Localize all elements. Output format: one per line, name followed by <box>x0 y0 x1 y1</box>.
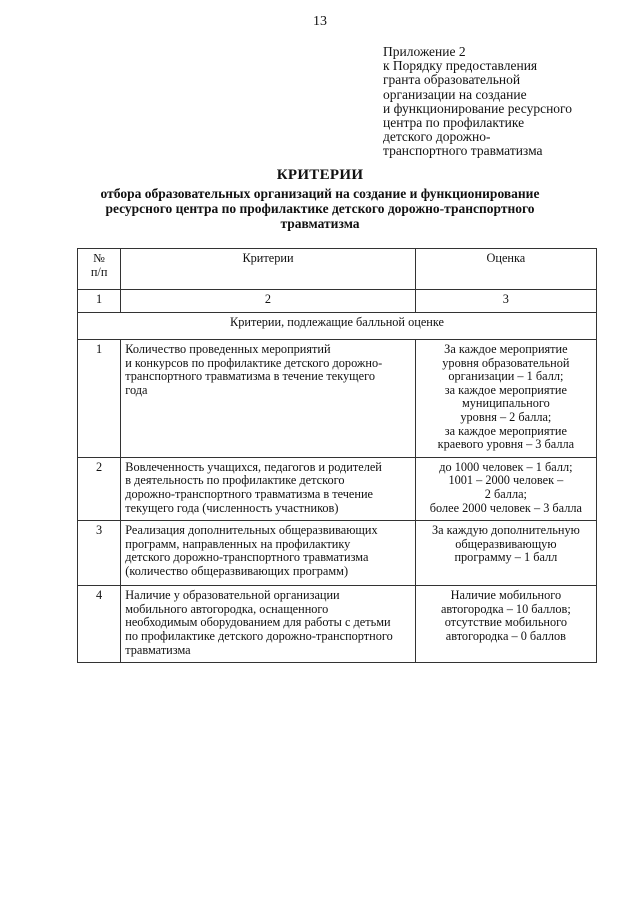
score-line: отсутствие мобильного <box>444 615 568 630</box>
criteria-line: года <box>125 382 148 397</box>
annex-line: транспортного травматизма <box>383 143 543 159</box>
annex-line: гранта образовательной <box>383 72 521 88</box>
row-score <box>415 586 596 663</box>
score-line: автогородка – 10 баллов; <box>440 601 571 616</box>
annex-line: и функционирование ресурсного <box>383 100 573 116</box>
section-heading: Критерии, подлежащие балльной оценке <box>78 313 597 340</box>
subtitle-line: травматизма <box>280 216 360 231</box>
criteria-line: (количество общеразвивающих программ) <box>125 563 349 578</box>
row-number: 4 <box>78 586 121 663</box>
index-cell: 1 <box>78 290 121 313</box>
row-criteria <box>121 586 416 663</box>
header-number-line: п/п <box>90 264 108 279</box>
header-criteria: Критерии <box>121 249 416 290</box>
row-number: 1 <box>78 340 121 458</box>
criteria-line: Реализация дополнительных общеразвивающих <box>125 523 378 538</box>
row-number: 3 <box>78 521 121 586</box>
score-line: за каждое мероприятие <box>444 382 567 397</box>
document-subtitle <box>60 186 580 231</box>
table-row <box>78 457 597 520</box>
criteria-line: Наличие у образовательной организации <box>125 588 340 603</box>
score-line: За каждую дополнительную <box>431 523 580 538</box>
criteria-line: дорожно-транспортного травматизма в течение <box>125 486 374 501</box>
annex-line: центра по профилактике <box>383 115 525 131</box>
row-criteria <box>121 521 416 586</box>
row-score <box>415 340 596 458</box>
table-row <box>78 340 597 458</box>
annex-line: к Порядку предоставления <box>383 58 538 74</box>
header-number-line: № <box>93 251 105 265</box>
row-score <box>415 457 596 520</box>
page-number: 13 <box>313 14 327 29</box>
criteria-line: программ, направленных на профилактику <box>125 536 351 551</box>
table-index-row <box>78 290 597 313</box>
criteria-line: и конкурсов по профилактике детского дорожно- <box>125 355 383 370</box>
subtitle-line: отбора образовательных организаций на создание и функционирование <box>100 186 540 201</box>
criteria-line: детского дорожно-транспортного травматизма <box>125 550 369 565</box>
criteria-line: мобильного автогородка, оснащенного <box>125 601 329 616</box>
criteria-line: Количество проведенных мероприятий <box>125 342 331 356</box>
header-score: Оценка <box>415 249 596 290</box>
score-line: общеразвивающую <box>455 536 557 551</box>
index-cell: 3 <box>415 290 596 313</box>
table-header-row <box>78 249 597 290</box>
criteria-table <box>77 248 597 663</box>
criteria-line: необходимым оборудованием для работы с детьми <box>125 615 391 630</box>
annex-line: Приложение 2 <box>383 44 466 59</box>
annex-line: детского дорожно- <box>383 129 491 145</box>
document-title: КРИТЕРИИ <box>276 167 364 183</box>
row-number: 2 <box>78 457 121 520</box>
criteria-line: травматизма <box>125 642 191 657</box>
score-line: муниципального <box>461 396 550 411</box>
row-score <box>415 521 596 586</box>
annex-line: организации на создание <box>383 86 527 102</box>
score-line: 1001 – 2000 человек – <box>448 473 564 488</box>
row-criteria <box>121 457 416 520</box>
criteria-line: транспортного травматизма в течение текущего <box>125 369 375 384</box>
score-line: За каждое мероприятие <box>444 342 568 356</box>
score-line: уровня образовательной <box>442 355 570 370</box>
score-line: программу – 1 балл <box>454 550 558 565</box>
header-number <box>78 249 121 290</box>
subtitle-line: ресурсного центра по профилактике детского дорожно-транспортного <box>105 201 535 216</box>
criteria-line: текущего года (численность участников) <box>125 500 339 515</box>
score-line: до 1000 человек – 1 балл; <box>439 459 573 474</box>
score-line: более 2000 человек – 3 балла <box>429 500 582 515</box>
table-row <box>78 586 597 663</box>
criteria-line: в деятельность по профилактике детского <box>125 473 345 488</box>
table-section-row <box>78 313 597 340</box>
criteria-line: Вовлеченность учащихся, педагогов и родителей <box>125 459 382 474</box>
index-cell: 2 <box>121 290 416 313</box>
score-line: уровня – 2 балла; <box>460 409 552 424</box>
annex-block <box>383 45 623 159</box>
score-line: 2 балла; <box>484 486 527 501</box>
score-line: организации – 1 балл; <box>448 369 564 384</box>
table-row <box>78 521 597 586</box>
row-criteria <box>121 340 416 458</box>
score-line: краевого уровня – 3 балла <box>437 437 575 452</box>
score-line: за каждое мероприятие <box>444 423 567 438</box>
score-line: автогородка – 0 баллов <box>445 628 566 643</box>
criteria-line: по профилактике детского дорожно-транспортного <box>125 628 393 643</box>
score-line: Наличие мобильного <box>450 588 562 603</box>
